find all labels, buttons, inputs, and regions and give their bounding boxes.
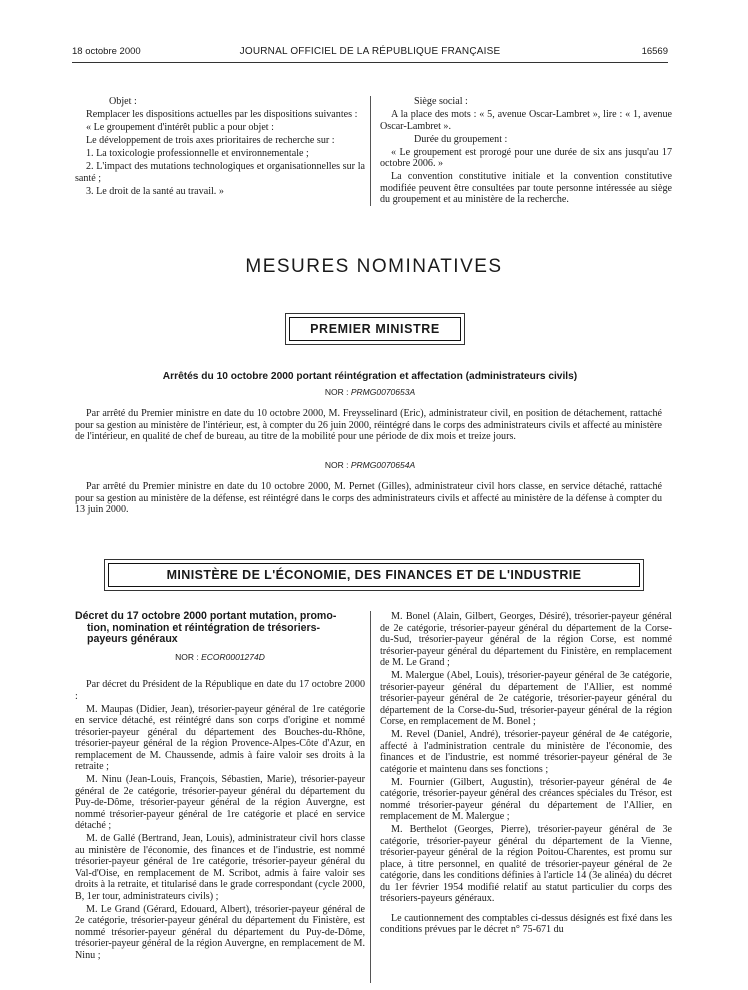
text-line: Objet : bbox=[109, 96, 137, 107]
text-line: 1. La toxicologie professionnelle et environnementale ; bbox=[86, 148, 309, 159]
decret-paragraph: M. de Gallé (Bertrand, Jean, Louis), administrateur civil hors classe au ministère de l'économie, des finances et de l'industrie, est nommé trésorier-payeur général de 1re catégorie, trésorier-payeur général du Val-d'Oise, en remplacement de M. Scribot, admis à faire valoir ses droits à la retraite, et titularisé dans le grade correspondant (cycle 2000, B, 1er tour, administrateurs civils) ; bbox=[75, 833, 365, 902]
text-line: « Le groupement est prorogé pour une durée de six ans jusqu'au 17 octobre 2006. » bbox=[380, 146, 672, 169]
decret-paragraph: M. Le Grand (Gérard, Edouard, Albert), trésorier-payeur général de 2e catégorie, trésorier-payeur général du département du Finistère, est nommé trésorier-payeur général du département du Puy-de-Dôme, trésorier-payeur général de la région Auvergne, en remplacement de M. Ninu ; bbox=[75, 903, 365, 961]
text-line: Remplacer les dispositions actuelles par les dispositions suivantes : bbox=[86, 109, 358, 120]
text-line: « Le groupement d'intérêt public a pour objet : bbox=[86, 122, 274, 133]
top-right-column bbox=[380, 96, 672, 207]
column-separator bbox=[370, 96, 371, 206]
decret-paragraph: M. Ninu (Jean-Louis, François, Sébastien, Marie), trésorier-payeur général de 2e catégorie, trésorier-payeur général du département du Puy-de-Dôme, trésorier-payeur général de la région Auvergne, est nommé trésorier-payeur général de 1re catégorie et placé en service détaché ; bbox=[75, 774, 365, 831]
page-header bbox=[72, 46, 668, 60]
text-line: Siège social : bbox=[414, 96, 468, 107]
nor-label: NOR : bbox=[175, 651, 199, 662]
arrete-title: Arrêtés du 10 octobre 2000 portant réintégration et affectation (administrateurs civils) bbox=[162, 371, 578, 382]
decret-paragraph: Par décret du Président de la République en date du 17 octobre 2000 : bbox=[75, 679, 365, 702]
ministere-box bbox=[104, 559, 644, 591]
nor-code: ECOR0001274D bbox=[201, 651, 265, 662]
box-label: MINISTÈRE DE L'ÉCONOMIE, DES FINANCES ET DE L'INDUSTRIE bbox=[108, 563, 640, 587]
decret-paragraph: M. Berthelot (Georges, Pierre), trésorier-payeur général de 3e catégorie, trésorier-payeur général du département de la Vienne, trésorier-payeur général de la région Poitou-Charentes, est promu sur place, à titre personnel, en qualité de trésorier-payeur général de 2e catégorie, dans les conditions définies à l'article 14 (3e alinéa) du décret du 1er février 1954 modifié relatif au statut particulier du corps des trésoriers-payeurs généraux. bbox=[380, 824, 672, 904]
nor-label: NOR : bbox=[324, 460, 349, 470]
premier-ministre-box bbox=[285, 313, 465, 345]
decret-title-line: payeurs généraux bbox=[87, 633, 178, 645]
text-line: A la place des mots : « 5, avenue Oscar-Lambret », lire : « 1, avenue Oscar-Lambret ». bbox=[380, 109, 672, 132]
text-line: 2. L'impact des mutations technologiques et organisationnelles sur la santé ; bbox=[75, 161, 365, 184]
top-left-column bbox=[75, 96, 365, 199]
nor-reference bbox=[72, 387, 668, 397]
decret-paragraph: M. Revel (Daniel, André), trésorier-payeur général de 4e catégorie, affecté à l'administration centrale du ministère de l'économie, des finances et de l'industrie, est nommé trésorier-payeur général de 3e catégorie et maintenu dans ses fonctions ; bbox=[380, 729, 672, 775]
text-line: La convention constitutive initiale et la convention constitutive modifiée peuvent être consultées par toute personne intéressée au siège du groupement et au ministère de la recherche. bbox=[380, 171, 672, 205]
text-line: Le développement de trois axes prioritaires de recherche sur : bbox=[86, 135, 335, 146]
header-date: 18 octobre 2000 bbox=[72, 46, 141, 57]
arrete-paragraph: Par arrêté du Premier ministre en date du 10 octobre 2000, M. Pernet (Gilles), administrateur civil hors classe, en service détaché, rattaché pour sa gestion au ministère de la défense, est réintégré dans le corps des administrateurs civils et affecté au ministère de la défense à compter du 13 juin 2000. bbox=[75, 481, 662, 515]
decret-paragraph: M. Bonel (Alain, Gilbert, Georges, Désiré), trésorier-payeur général de 2e catégorie, trésorier-payeur général du département de la Corse-du-Sud, trésorier-payeur général de la région Corse, est nommé trésorier-payeur général du département du Finistère, en remplacement de M. Le Grand ; bbox=[380, 611, 672, 668]
bottom-left-column bbox=[75, 611, 365, 963]
nor-code: PRMG0070654A bbox=[350, 460, 416, 470]
decret-title bbox=[75, 611, 365, 646]
nor-reference bbox=[72, 460, 668, 470]
decret-paragraph: M. Malergue (Abel, Louis), trésorier-payeur général de 3e catégorie, trésorier-payeur général du département de l'Allier, est nommé trésorier-payeur général de 2e catégorie, trésorier-payeur général du département de la Corse-du-Sud, trésorier-payeur général de la région Corse, en remplacement de M. Bonel ; bbox=[380, 670, 672, 727]
text-line: 3. Le droit de la santé au travail. » bbox=[86, 185, 224, 197]
page-number: 16569 bbox=[641, 46, 668, 57]
nor-label: NOR : bbox=[324, 387, 349, 397]
nor-reference bbox=[75, 652, 365, 664]
header-rule bbox=[72, 62, 668, 63]
box-label: PREMIER MINISTRE bbox=[289, 317, 461, 341]
journal-title: JOURNAL OFFICIEL DE LA RÉPUBLIQUE FRANÇAISE bbox=[239, 46, 501, 57]
nor-code: PRMG0070653A bbox=[350, 387, 416, 397]
decret-paragraph: M. Fournier (Gilbert, Augustin), trésorier-payeur général de 4e catégorie, trésorier-payeur général des créances spéciales du Trésor, est nommé trésorier-payeur général du département de l'Allier, en remplacement de M. Malergue ; bbox=[380, 776, 672, 822]
text-line: Durée du groupement : bbox=[414, 133, 508, 145]
decret-title-line: tion, nomination et réintégration de trésoriers- bbox=[87, 621, 321, 634]
bottom-right-column bbox=[380, 611, 672, 937]
decret-title-line: Décret du 17 octobre 2000 portant mutation, promo- bbox=[75, 610, 337, 622]
decret-paragraph: M. Maupas (Didier, Jean), trésorier-payeur général de 1re catégorie en service détaché, est réintégré dans son corps d'origine et nommé trésorier-payeur général du département des Bouches-du-Rhône, trésorier-payeur général de la région Provence-Alpes-Côte d'Azur, en remplacement de M. Chaussende, admis à faire valoir ses droits à la retraite ; bbox=[75, 703, 365, 772]
column-separator bbox=[370, 611, 371, 983]
section-title: MESURES NOMINATIVES bbox=[245, 256, 503, 277]
arrete-paragraph: Par arrêté du Premier ministre en date du 10 octobre 2000, M. Freysselinard (Eric), administrateur civil, en position de détachement, rattaché pour sa gestion au ministère de l'intérieur, est, à compter du 26 juin 2000, réintégré dans le corps des administrateurs civils et affecté au ministère de l'intérieur, en qualité de chef de bureau, au titre de la mobilité pour une période de dix mois et treize jours. bbox=[75, 408, 662, 442]
decret-paragraph: Le cautionnement des comptables ci-dessus désignés est fixé dans les conditions prévues par le décret n° 75-671 du bbox=[380, 912, 672, 935]
